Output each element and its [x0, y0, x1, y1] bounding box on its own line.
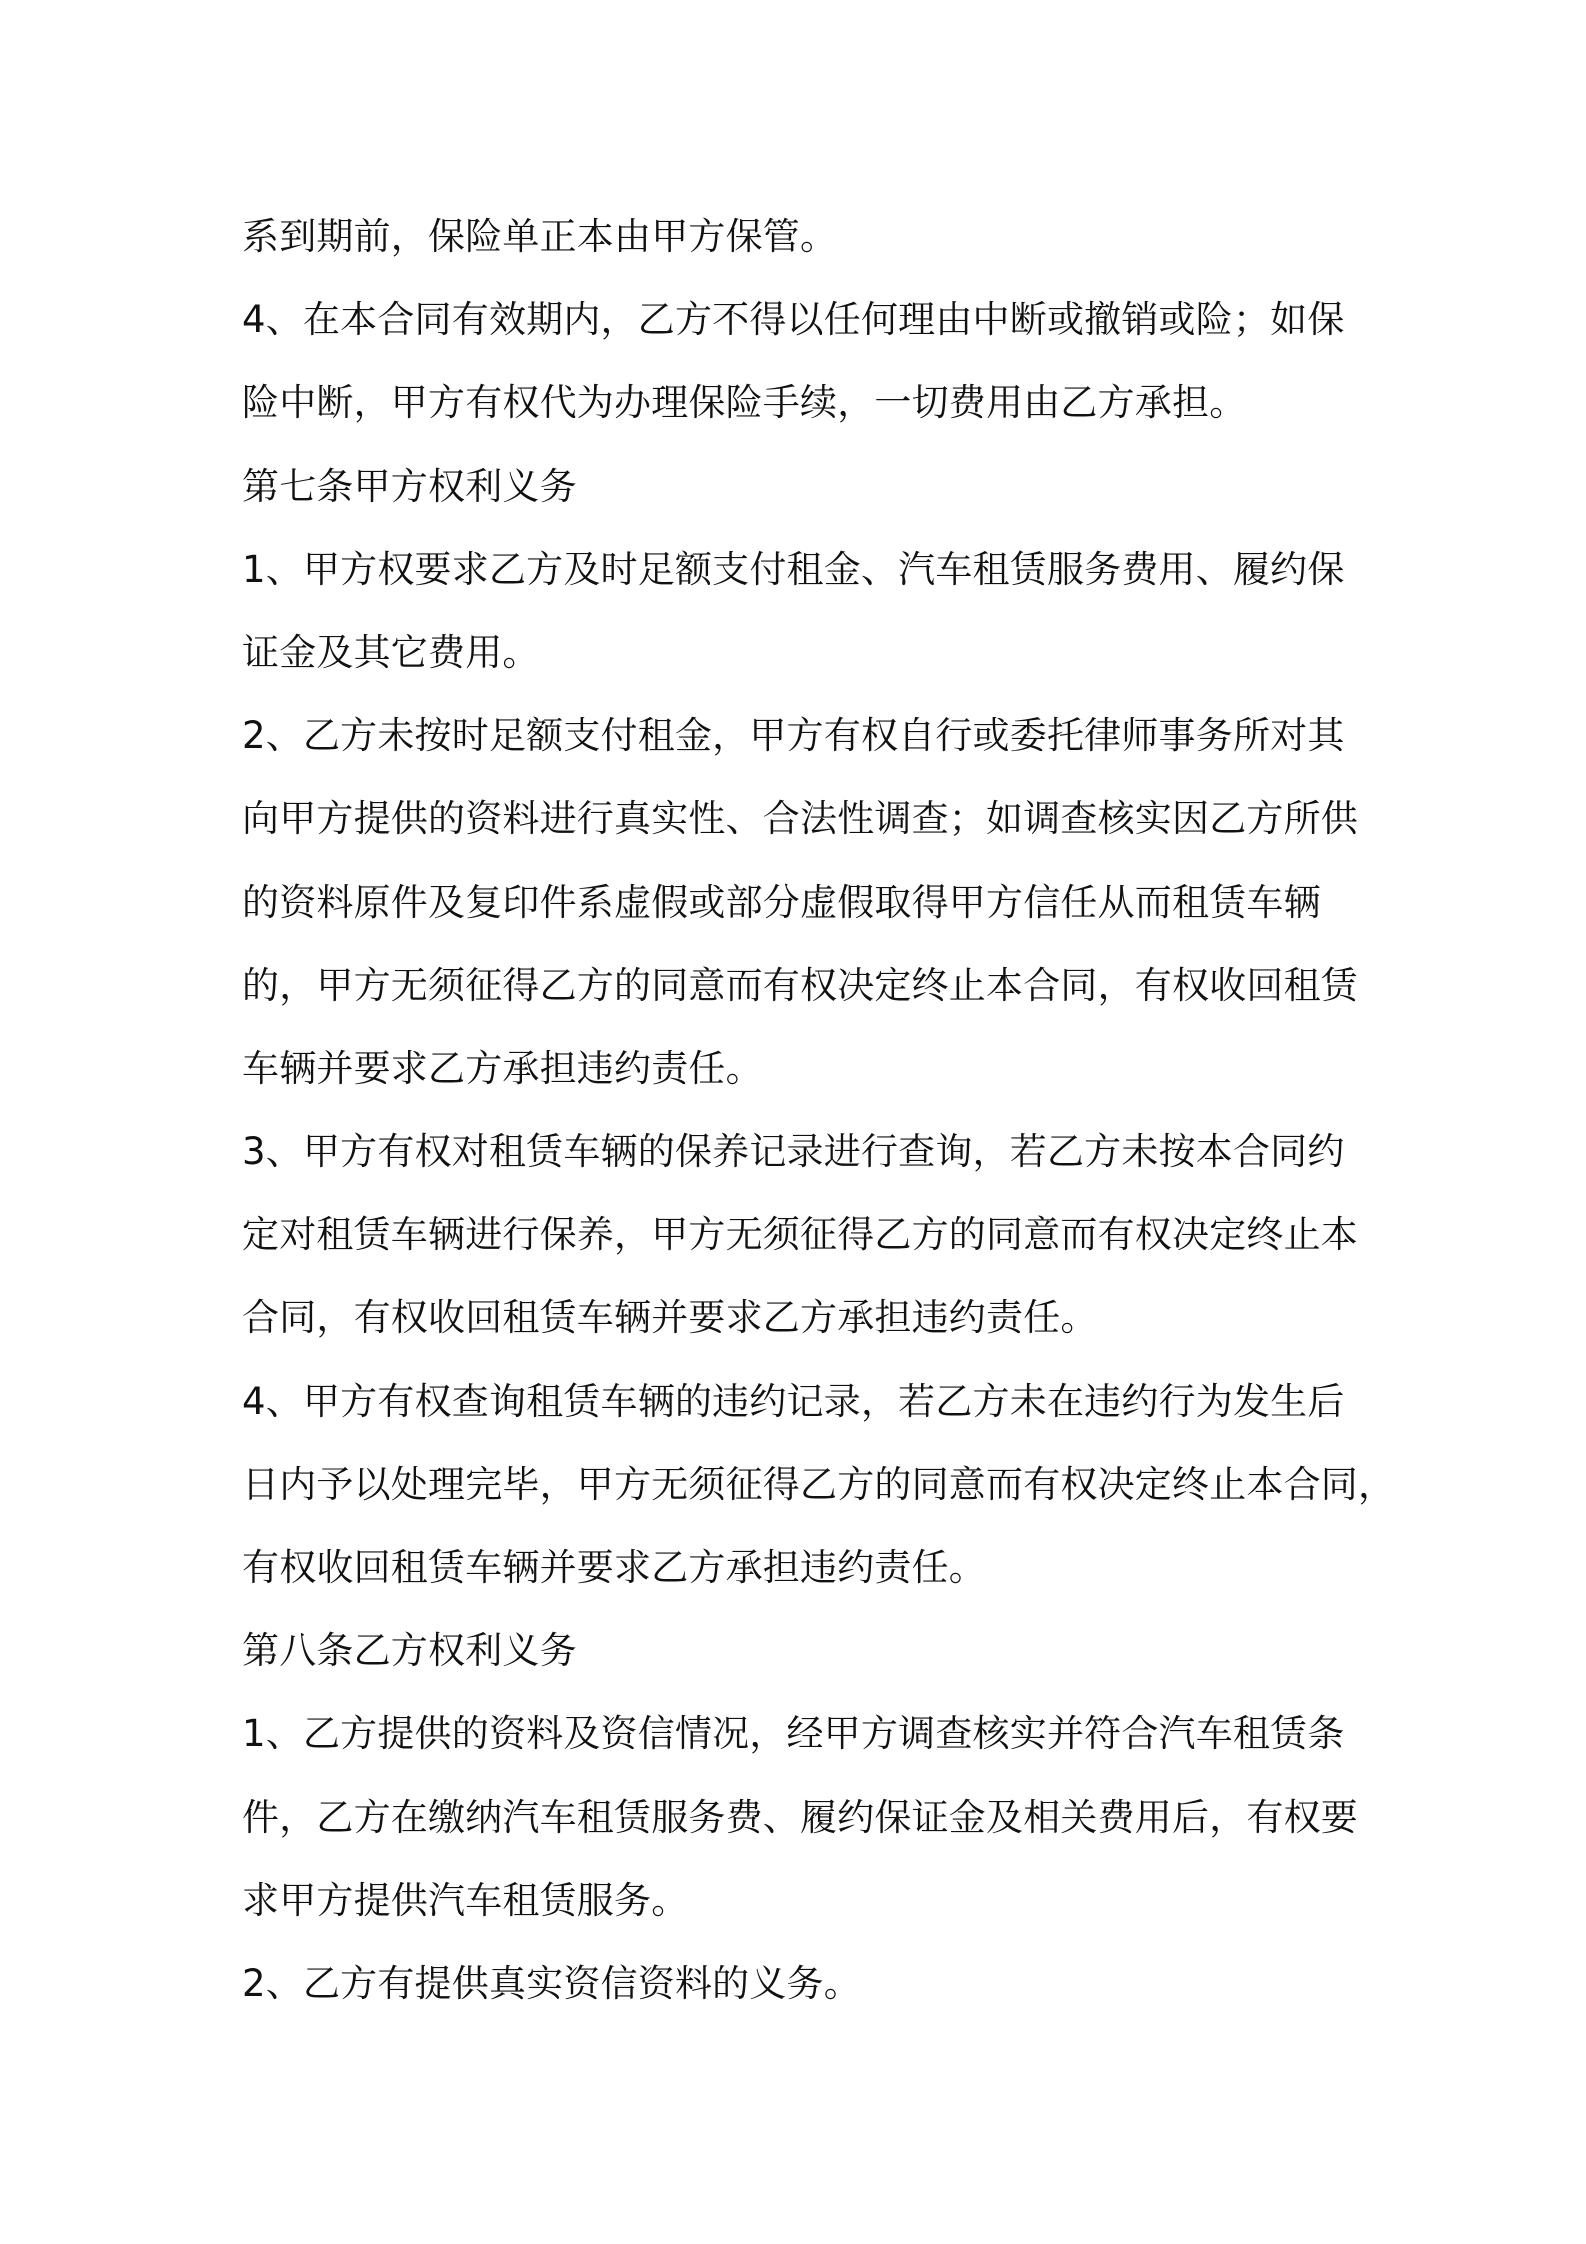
text-line: 合同，有权收回租赁车辆并要求乙方承担违约责任。: [242, 1296, 1098, 1340]
text-line: 系到期前，保险单正本由甲方保管。: [242, 215, 838, 258]
text-line: 证金及其它费用。: [242, 630, 540, 674]
text-line: 向甲方提供的资料进行真实性、合法性调查；如调查核实因乙方所供: [242, 797, 1358, 841]
section-heading: 第七条甲方权利义务: [242, 464, 577, 508]
text-line: 定对租赁车辆进行保养，甲方无须征得乙方的同意而有权决定终止本: [242, 1213, 1358, 1257]
text-line: 险中断，甲方有权代为办理保险手续，一切费用由乙方承担。: [242, 381, 1247, 425]
text-line: 日内予以处理完毕，甲方无须征得乙方的同意而有权决定终止本合同，: [242, 1462, 1396, 1506]
section-heading: 第八条乙方权利义务: [242, 1629, 577, 1673]
text-line: 1、乙方提供的资料及资信情况，经甲方调查核实并符合汽车租赁条: [242, 1712, 1345, 1756]
text-line: 3、甲方有权对租赁车辆的保养记录进行查询，若乙方未按本合同约: [242, 1130, 1345, 1174]
text-line: 的，甲方无须征得乙方的同意而有权决定终止本合同，有权收回租赁: [242, 963, 1358, 1007]
text-line: 求甲方提供汽车租赁服务。: [242, 1878, 689, 1922]
text-line: 1、甲方权要求乙方及时足额支付租金、汽车租赁服务费用、履约保: [242, 547, 1345, 591]
text-line: 车辆并要求乙方承担违约责任。: [242, 1046, 763, 1090]
text-line: 件，乙方在缴纳汽车租赁服务费、履约保证金及相关费用后，有权要: [242, 1795, 1358, 1839]
text-line: 4、甲方有权查询租赁车辆的违约记录，若乙方未在违约行为发生后: [242, 1379, 1345, 1423]
text-line: 4、在本合同有效期内，乙方不得以任何理由中断或撤销或险；如保: [242, 298, 1345, 342]
document-body: [242, 195, 1396, 2025]
text-line: 2、乙方有提供真实资信资料的义务。: [242, 1961, 861, 2005]
text-line: 有权收回租赁车辆并要求乙方承担违约责任。: [242, 1546, 986, 1589]
text-line: 的资料原件及复印件系虚假或部分虚假取得甲方信任从而租赁车辆: [242, 880, 1321, 924]
text-line: 2、乙方未按时足额支付租金，甲方有权自行或委托律师事务所对其: [242, 714, 1345, 758]
